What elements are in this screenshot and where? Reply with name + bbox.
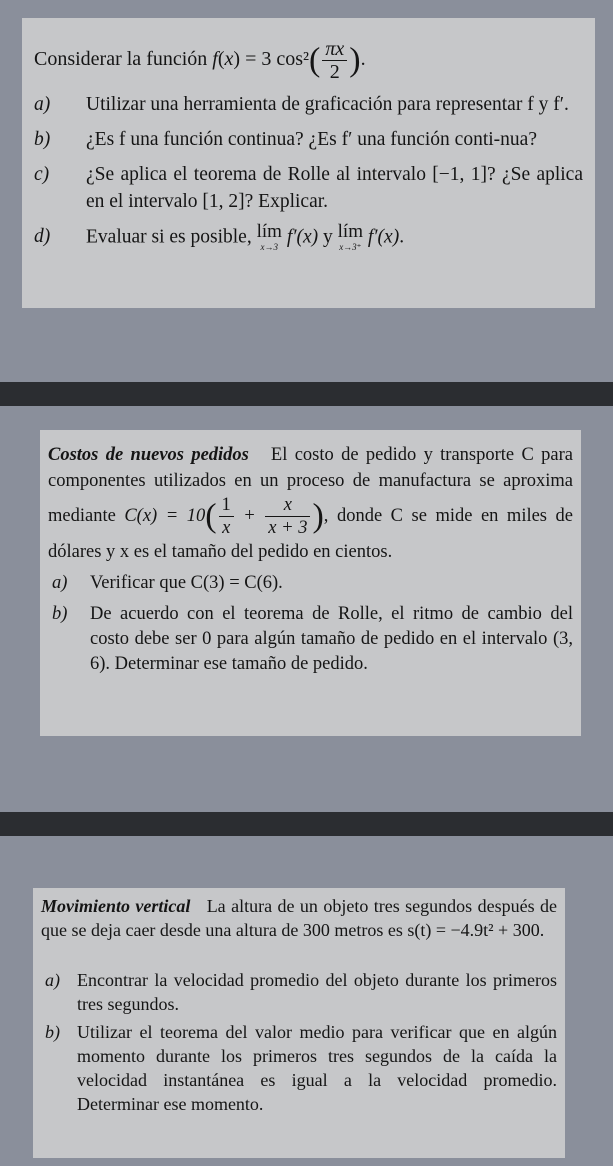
item-text: De acuerdo con el teorema de Rolle, el ritmo de cambio del costo debe ser 0 para algún tamaño de pedido en el intervalo (3, 6). Determinar ese tamaño de pedido. <box>90 604 573 674</box>
problem-1-item-b <box>34 126 583 153</box>
item-text: ¿Es f una función continua? ¿Es f′ una función conti-nua? <box>86 129 537 150</box>
item-label: d) <box>34 226 51 247</box>
item-text: Evaluar si es posible, <box>86 226 252 248</box>
problem-2-panel <box>40 430 581 736</box>
item-label: c) <box>34 164 50 185</box>
problem-1-item-a <box>34 91 583 118</box>
problem-2-formula: C(x) = 10 <box>124 505 206 526</box>
problem-3-item-a <box>41 968 557 1016</box>
item-label: a) <box>34 94 51 115</box>
problem-3-body: La altura de un objeto tres segundos después de que se deja caer desde una altura de 300 metros es s(t) = −4.9t² + 300. <box>41 896 557 940</box>
item-text: Utilizar una herramienta de graficación para representar f y f′. <box>86 94 569 115</box>
item-label: b) <box>52 604 68 624</box>
separator-bar <box>0 382 613 406</box>
problem-3-title: Movimiento vertical <box>41 896 191 916</box>
problem-1-item-c <box>34 161 583 215</box>
problem-1-panel <box>22 18 595 308</box>
item-label: a) <box>45 970 60 990</box>
problem-3-item-b <box>41 1020 557 1116</box>
problem-2-item-b <box>48 602 573 677</box>
problem-2-statement: Costos de nuevos pedidos El costo de pedido y transporte C para componentes utilizados en un proceso de manufactura se aproxima mediante C(x) = 10( $\frac{1}{x}$ + $\frac{x}{x + 3}$ ), donde C se mide en miles de dólares y x es el tamaño del pedido en cientos. <box>48 445 574 562</box>
problem-1-fraction: $\frac{\pi x}{2}$ <box>322 38 347 83</box>
problem-1-item-d: d) Evaluar si es posible, lím x→3 f′(x) y lím x→3⁺ f′(x). <box>34 221 405 252</box>
item-label: b) <box>45 1022 60 1042</box>
problem-2-item-a <box>48 571 573 596</box>
problem-1-function: f <box>212 48 218 71</box>
separator-bar <box>0 812 613 836</box>
item-label: a) <box>52 573 68 593</box>
problem-2-body: El costo de pedido y transporte C para componentes utilizados en un proceso de manufactura se aproxima mediante <box>48 445 574 526</box>
item-label: b) <box>34 129 51 150</box>
item-text: ¿Se aplica el teorema de Rolle al intervalo [−1, 1]? ¿Se aplica en el intervalo [1, 2]? Explicar. <box>86 164 583 212</box>
item-text: Encontrar la velocidad promedio del objeto durante los primeros tres segundos. <box>77 970 557 1014</box>
problem-3-statement <box>41 894 557 942</box>
problem-2-title: Costos de nuevos pedidos <box>48 445 249 465</box>
limit-2: lím x→3⁺ <box>337 221 363 252</box>
problem-2-body-after: , donde C se mide en miles de dólares y x es el tamaño del pedido en cientos. <box>48 505 573 562</box>
item-text: Verificar que C(3) = C(6). <box>90 573 283 593</box>
problem-1-intro: Considerar la función f(x) = 3 cos²( $\frac{\pi x}{2}$ ). <box>34 38 366 83</box>
limit-1: lím x→3 <box>256 221 282 252</box>
item-text: Utilizar el teorema del valor medio para verificar que en algún momento durante los primeros tres segundos de la caída la velocidad instantánea es igual a la velocidad promedio. Determinar ese momento. <box>77 1022 557 1114</box>
problem-3-panel <box>33 888 565 1158</box>
problem-1-intro-text: Considerar la función <box>34 48 208 71</box>
